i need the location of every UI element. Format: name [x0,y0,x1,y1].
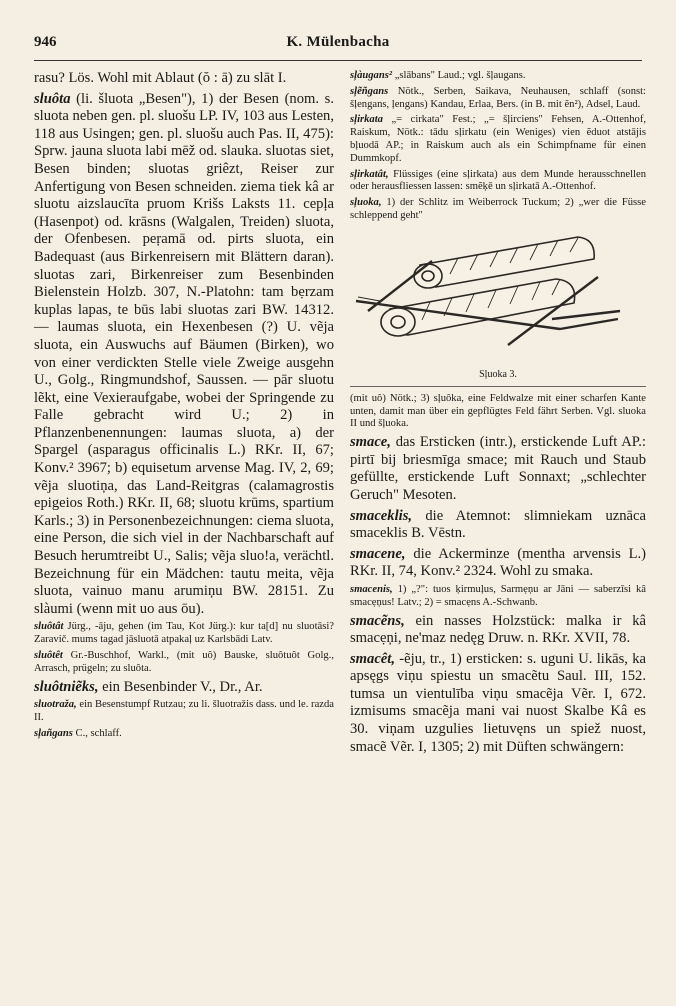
entry-headword: sļàugans² [350,70,393,81]
dictionary-entry [34,621,334,647]
entry-text: C., schlaff. [75,727,122,739]
entry-headword: sluotraža, [34,699,77,711]
entry-headword: sluôtât [34,621,64,633]
entry-text: (mit uô) Nötk.; 3) sļuôka, eine Feldwalze mit einer scharfen Kante unten, damit man über ein gepflügtes Feld fährt Serben. Vgl. sluoka II und šļuoka. [350,392,646,430]
entry-text: Nötk., Serben, Saikava, Neuhausen, schlaff (sonst: šļengans, ļengans) Kandau, Erlaa, Bers. (in B. mit ẽn²), Adsel, Laud. [350,85,646,110]
entry-text: ein nasses Holzstück: malka ir kâ smacẹņi, ne'maz nedęg Druw. n. RKr. XVII, 78. [350,612,646,647]
page-number: 946 [34,34,57,50]
entry-headword: sļirkata [350,114,383,126]
dictionary-entry [350,86,646,112]
right-column-top-entries [350,70,646,223]
entry-text: -ẽju, tr., 1) ersticken: s. uguni U. likās, ka apsęgs viņu spiestu un smacẽtu Saul. III, 152. tumsa un vientulība viņu smacẽja Vẽr. I, 672. izmisums smacẽja mani vai nuost Skalbe Kâ es 30. viņam uzgulies lietuvęns un spiež nuost, smacẽ Vẽr. I, 1305; 2) mit Düften schwängern: [350,650,646,755]
entry-headword: sluôtniẽks, [34,678,99,695]
entry-text: ein Besenbinder V., Dr., Ar. [102,678,263,695]
dictionary-entry [34,70,334,88]
entry-headword: smace, [350,434,391,451]
entry-headword: sļuoka, [350,197,382,209]
dictionary-entry [34,699,334,725]
header-rule [34,60,642,61]
dictionary-entry [34,91,334,619]
entry-text: die Atemnot: slimniekam uznāca smaceklis B. Vēstn. [350,507,646,542]
entry-headword: sļirkatât, [350,168,389,180]
entry-headword: sluôta [34,90,71,107]
entry-text: „= cirkata" Fest.; „= šļirciens" Fehsen, A.-Ottenhof, Raiskum, Nötk.: tādu sļirkatu (ein Weniges) vien ẽduot atstājis bļuodā AP.; in Raiskum auch als ein Schimpfname für einen Dummkopf. [350,114,646,164]
dictionary-entry [34,650,334,676]
entry-headword: smacẽns, [350,612,405,629]
entry-text: die Ackerminze (mentha arvensis L.) RKr. II, 74, Konv.² 2324. Wohl zu smaka. [350,545,647,580]
entry-text: 1) „?": tuos ķirmuļus, Sarmẹņu ar Jāni — saberzīsi kâ smacẹņus! Latv.; 2) = smacẹns A.-Schwanb. [350,583,647,608]
right-column-bottom-entries [350,393,646,756]
right-column [350,70,646,759]
dictionary-entry [350,546,646,581]
dictionary-entry [350,197,646,223]
left-column [34,70,334,744]
dictionary-entry [350,584,646,610]
dictionary-entry [34,679,334,697]
entry-text: Jürg., -āju, gehen (im Tau, Kot Jürg.): kur ta[d] nu sluotāsi? Zaravič. mums tagad jāsluotā atpakaļ uz Karlsbādi Latv. [34,621,334,646]
page-header [34,34,642,58]
dictionary-entry [350,434,646,504]
entry-headword: smacene, [350,545,406,562]
dictionary-entry [350,508,646,543]
dictionary-entry [34,728,334,741]
entry-headword: smacêt, [350,650,395,667]
entry-headword: sļẽñgans [350,85,389,97]
dictionary-entry [350,169,646,195]
entry-text: „slābans" Laud.; vgl. šļaugans. [394,70,526,81]
dictionary-entry [350,393,646,431]
dictionary-entry [350,114,646,165]
running-head: K. Mülenbacha [286,34,390,50]
dictionary-entry [350,70,646,83]
entry-headword: sluôtêt [34,650,63,661]
entry-text: ein Besenstumpf Rutzau; zu li. šluotražis dass. und le. razda II. [34,699,334,723]
entry-text: rasu? Lös. Wohl mit Ablaut (ŏ : ā) zu slāt I. [34,70,287,86]
feldwalze-drawing [350,227,646,367]
entry-text: das Ersticken (intr.), erstickende Luft AP.: pirtī bij briesmīga smace; mit Rauch und Staub gefüllte, erstickende Luft Sonnaxt; „schlechter Geruch" Mesoten. [350,434,646,503]
entry-text: Flüssiges (eine sļirkata) aus dem Munde herausschnellen oder herausfliessen lassen: smẽķē un sļirkatā A.-Ottenhof. [350,168,646,193]
entry-headword: sļañgans [34,727,73,739]
entry-text: Gr.-Buschhof, Warkl., (mit uô) Bauske, sluôtuôt Golg., Arrasch, prügeln; zu sluôta. [34,650,334,674]
entry-headword: smacenis, [350,583,393,595]
entry-text: (li. šluota „Besen"), 1) der Besen (nom. s. sluota neben gen. pl. sluošu LP. IV, 103 aus Lesten, 118 aus Usingen; gen. pl. sluošu auch Pas. II, 475): Sprw. jauna sluota labi mēž od. slauka. sluotas siet, Besen binden; sluotas griêzt, Reiser zur Anfertigung von Besen schneiden. ziema tiek kâ ar sluotu aizslaucīta pruom Krišs Laksts 11. cepļa (Hasenpot) od. krāsns (Walgalen, Treiden) sluota, der Ofenbesen. peŗamā od. pirts sluota, ein Badequast (aus Birkenreisern mit Blättern daran). sluotas zari, Birkenreiser zum Besenbinden Bielenstein Holzb. 307, N.-Platohn: tam bẹrzam kuplas lapas, te būs labi sluotas zari BW. 14312. — laumas sluota, ein Hexenbesen (?) U. vẽja sluota, ein Auswuchs auf Bäumen (Birken), wo von einer verdickten Stelle viele Zweige ausgehn U., Golg., Ringmundshof, Saussen. — pār sluotu lẽkt, eine Vexieraufgabe, wobei der Springende zu Falle gebracht wird U.; 2) in Pflanzenbenennungen: laumas sluota, a) der Spargel (asparagus officinalis L.) RKr. II, 67; Konv.² 3967; b) equisetum arvense Mag. IV, 2, 69; vẽja sluotiņa, das Land-Reitgras (calamagrostis epigeios Roth.) RKr. II, 68; sluotu krūms, spartium Karls.; 3) in Personenbezeichnungen: ciema sluota, eine Person, die sich viel in der Nachbarschaft auf Besuch herumtreibt U., Salis; vẽja sluo!a, verächtl. Bezeichnung für ein Mädchen: tautu meita, vẽja sluota, vainuo manu arumiņu BW. 28151. Zu slàumi (wenn mit uo aus ōu). [34,90,334,617]
dictionary-entry [350,651,646,757]
entry-text: 1) der Schlitz im Weiberrock Tuckum; 2) „wer die Füsse schleppend geht" [350,197,646,221]
dictionary-entry [350,613,646,648]
roller-illustration [350,227,646,367]
figure-separator [350,386,646,387]
entry-headword: smaceklis, [350,507,413,524]
figure-caption: Sļuoka 3. [479,368,517,380]
